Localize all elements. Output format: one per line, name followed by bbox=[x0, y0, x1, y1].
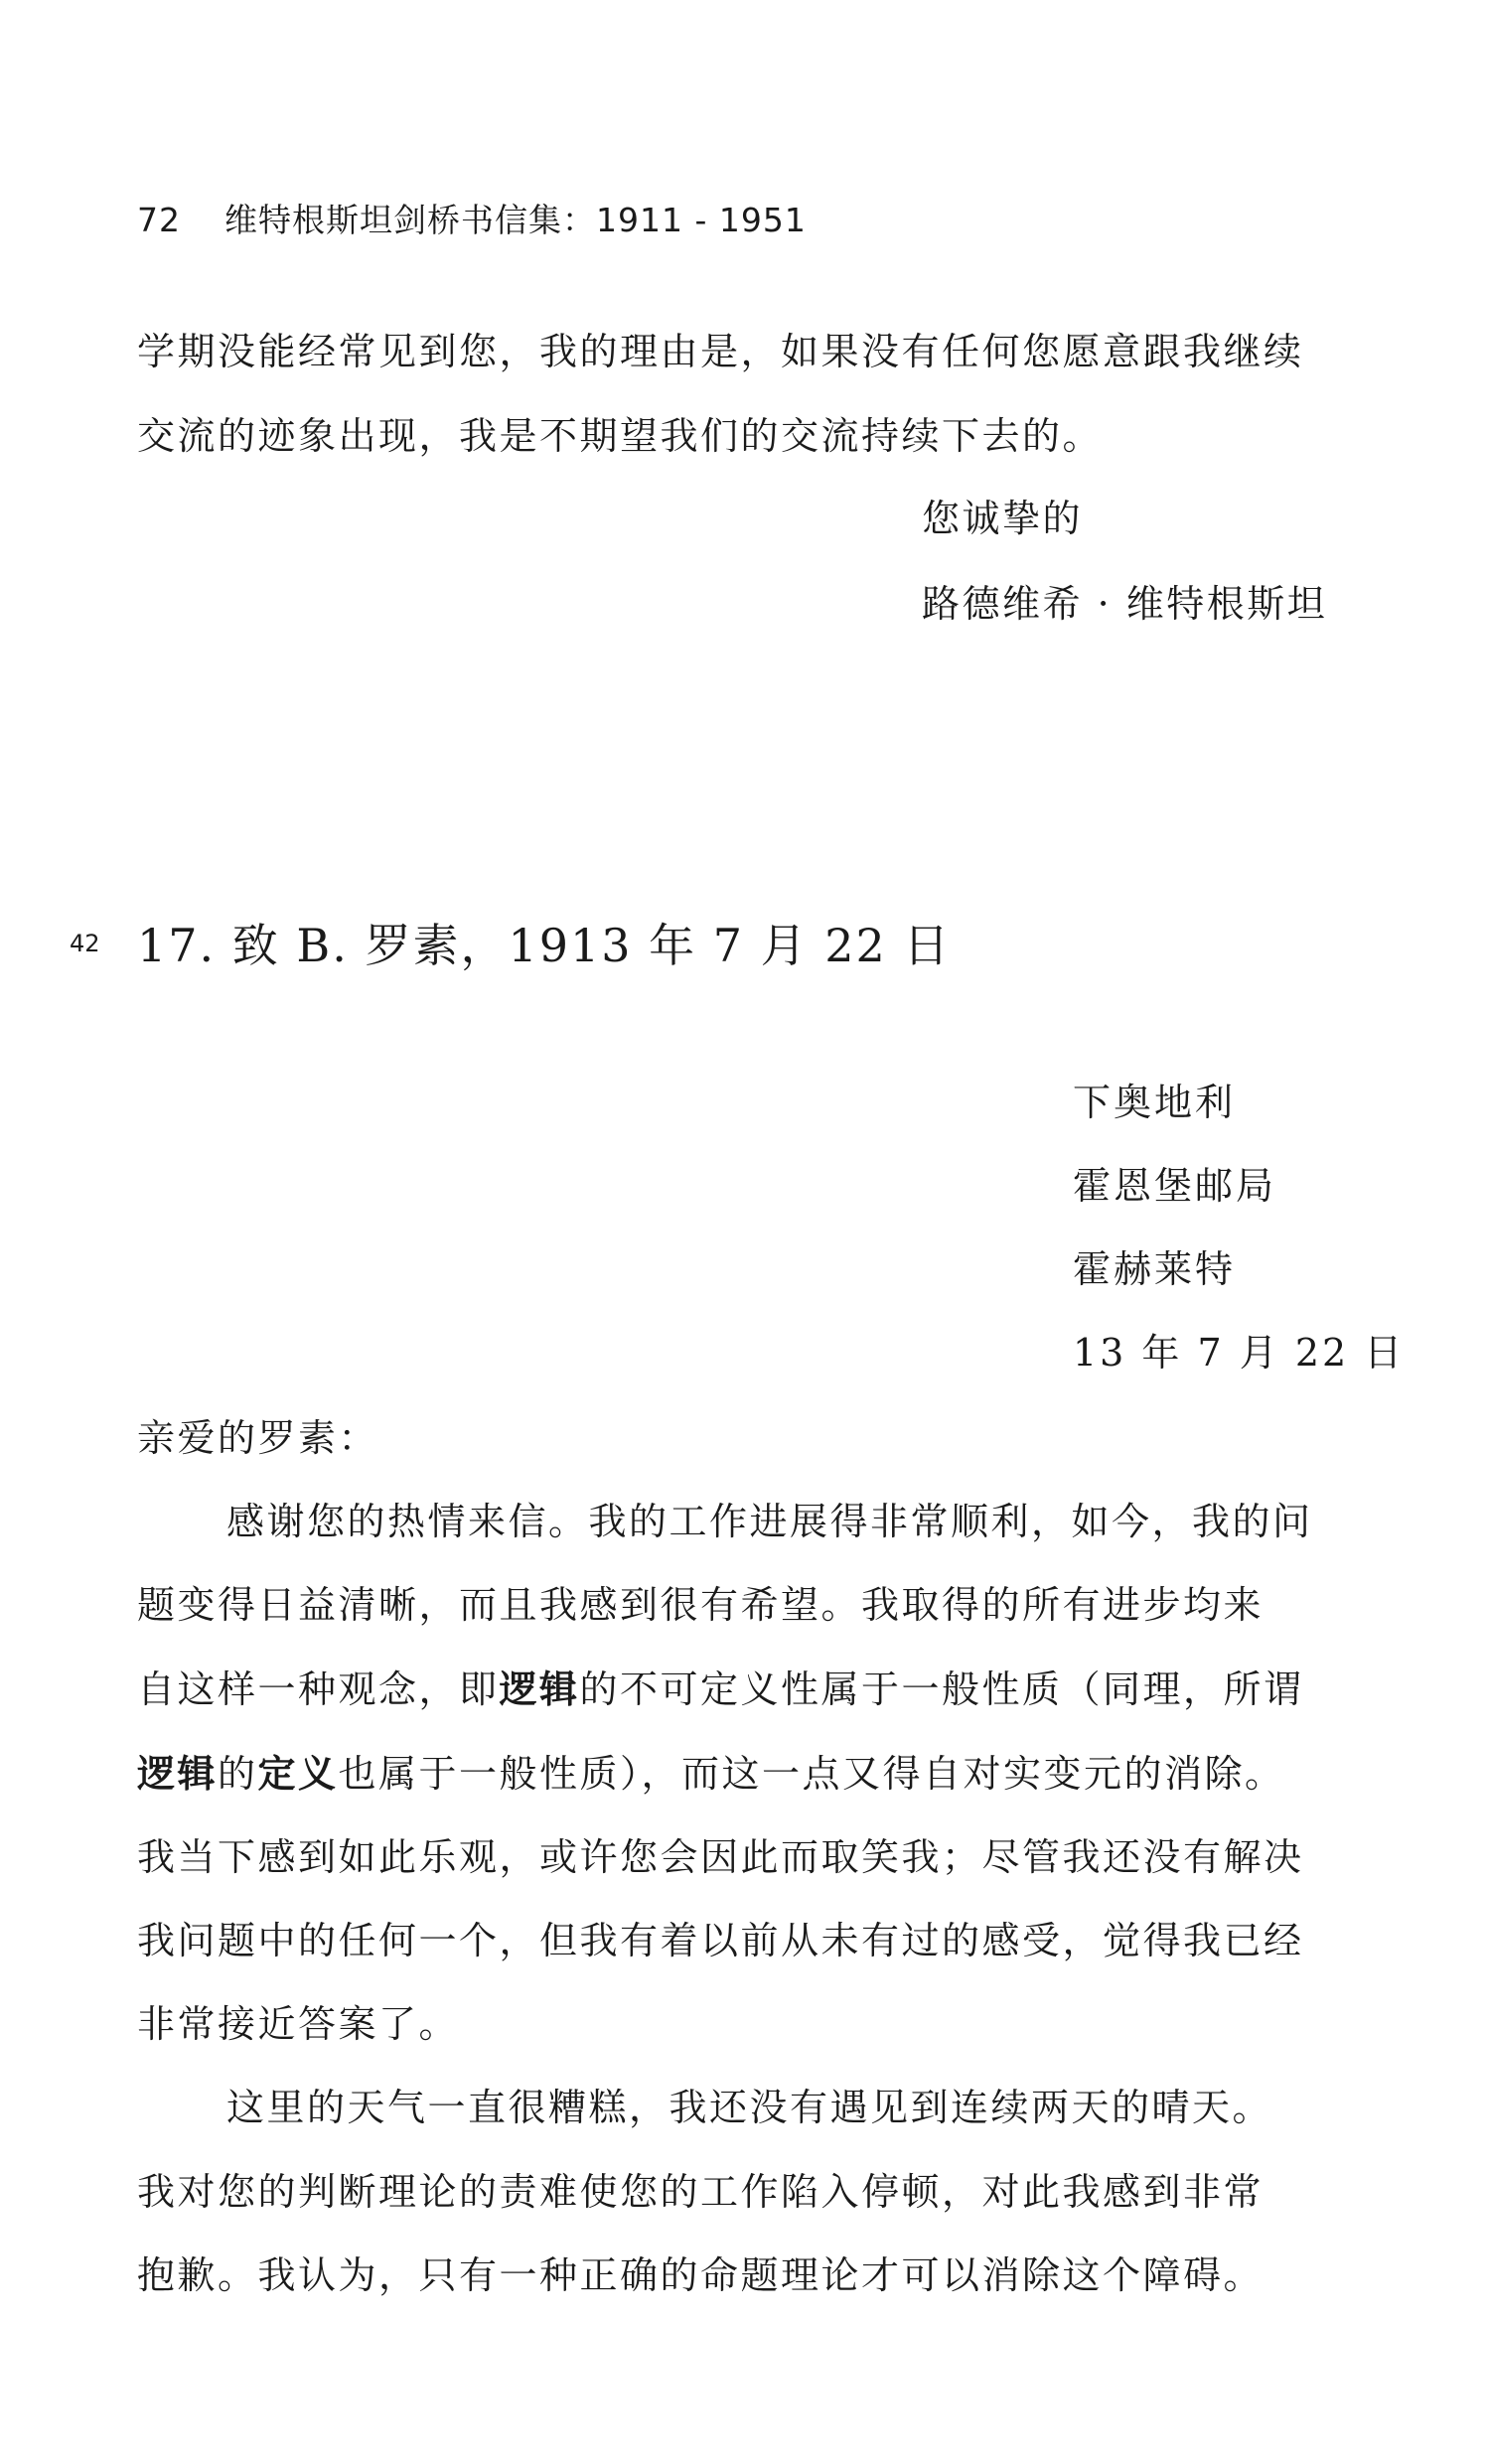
letter-closing: 您诚挚的 bbox=[922, 497, 1084, 540]
letter-date: 13 年 7 月 22 日 bbox=[1073, 1331, 1406, 1375]
page-number: 72 bbox=[137, 201, 181, 239]
text-line: 抱歉。我认为，只有一种正确的命题理论才可以消除这个障碍。 bbox=[137, 2253, 1264, 2297]
emphasis-definition: 定义 bbox=[257, 1751, 339, 1796]
text-line: 这里的天气一直很糟糕，我还没有遇见到连续两天的晴天。 bbox=[226, 2086, 1273, 2129]
text-span: 自这样一种观念，即 bbox=[137, 1667, 500, 1711]
letter-signature: 路德维希 · 维特根斯坦 bbox=[922, 582, 1328, 626]
text-line: 学期没能经常见到您，我的理由是，如果没有任何您愿意跟我继续 bbox=[137, 330, 1304, 373]
text-line bbox=[137, 1666, 1369, 1713]
address-line: 霍恩堡邮局 bbox=[1073, 1164, 1277, 1208]
address-line: 下奥地利 bbox=[1073, 1081, 1237, 1124]
text-span: 也属于一般性质），而这一点又得自对实变元的消除。 bbox=[338, 1752, 1285, 1796]
text-span: 的不可定义性属于一般性质（同理，所谓 bbox=[579, 1667, 1304, 1711]
text-line bbox=[137, 1750, 1369, 1798]
letter-heading: 17. 致 B. 罗素，1913 年 7 月 22 日 bbox=[137, 919, 952, 972]
text-line: 我问题中的任何一个，但我有着以前从未有过的感受，觉得我已经 bbox=[137, 1919, 1304, 1962]
text-line: 感谢您的热情来信。我的工作进展得非常顺利，如今，我的问 bbox=[226, 1500, 1313, 1543]
address-line: 霍赫莱特 bbox=[1073, 1247, 1237, 1291]
book-title: 维特根斯坦剑桥书信集：1911 - 1951 bbox=[224, 201, 807, 239]
text-line: 我当下感到如此乐观，或许您会因此而取笑我；尽管我还没有解决 bbox=[137, 1835, 1304, 1879]
margin-page-number: 42 bbox=[70, 930, 100, 957]
text-line: 题变得日益清晰，而且我感到很有希望。我取得的所有进步均来 bbox=[137, 1583, 1264, 1627]
running-header bbox=[137, 195, 807, 241]
emphasis-logic: 逻辑 bbox=[499, 1667, 580, 1711]
text-span: 的 bbox=[218, 1752, 258, 1796]
salutation: 亲爱的罗素： bbox=[137, 1416, 379, 1460]
text-line: 非常接近答案了。 bbox=[137, 2002, 460, 2046]
text-line: 我对您的判断理论的责难使您的工作陷入停顿，对此我感到非常 bbox=[137, 2170, 1264, 2214]
text-line: 交流的迹象出现，我是不期望我们的交流持续下去的。 bbox=[137, 414, 1104, 458]
emphasis-logic: 逻辑 bbox=[137, 1751, 219, 1796]
